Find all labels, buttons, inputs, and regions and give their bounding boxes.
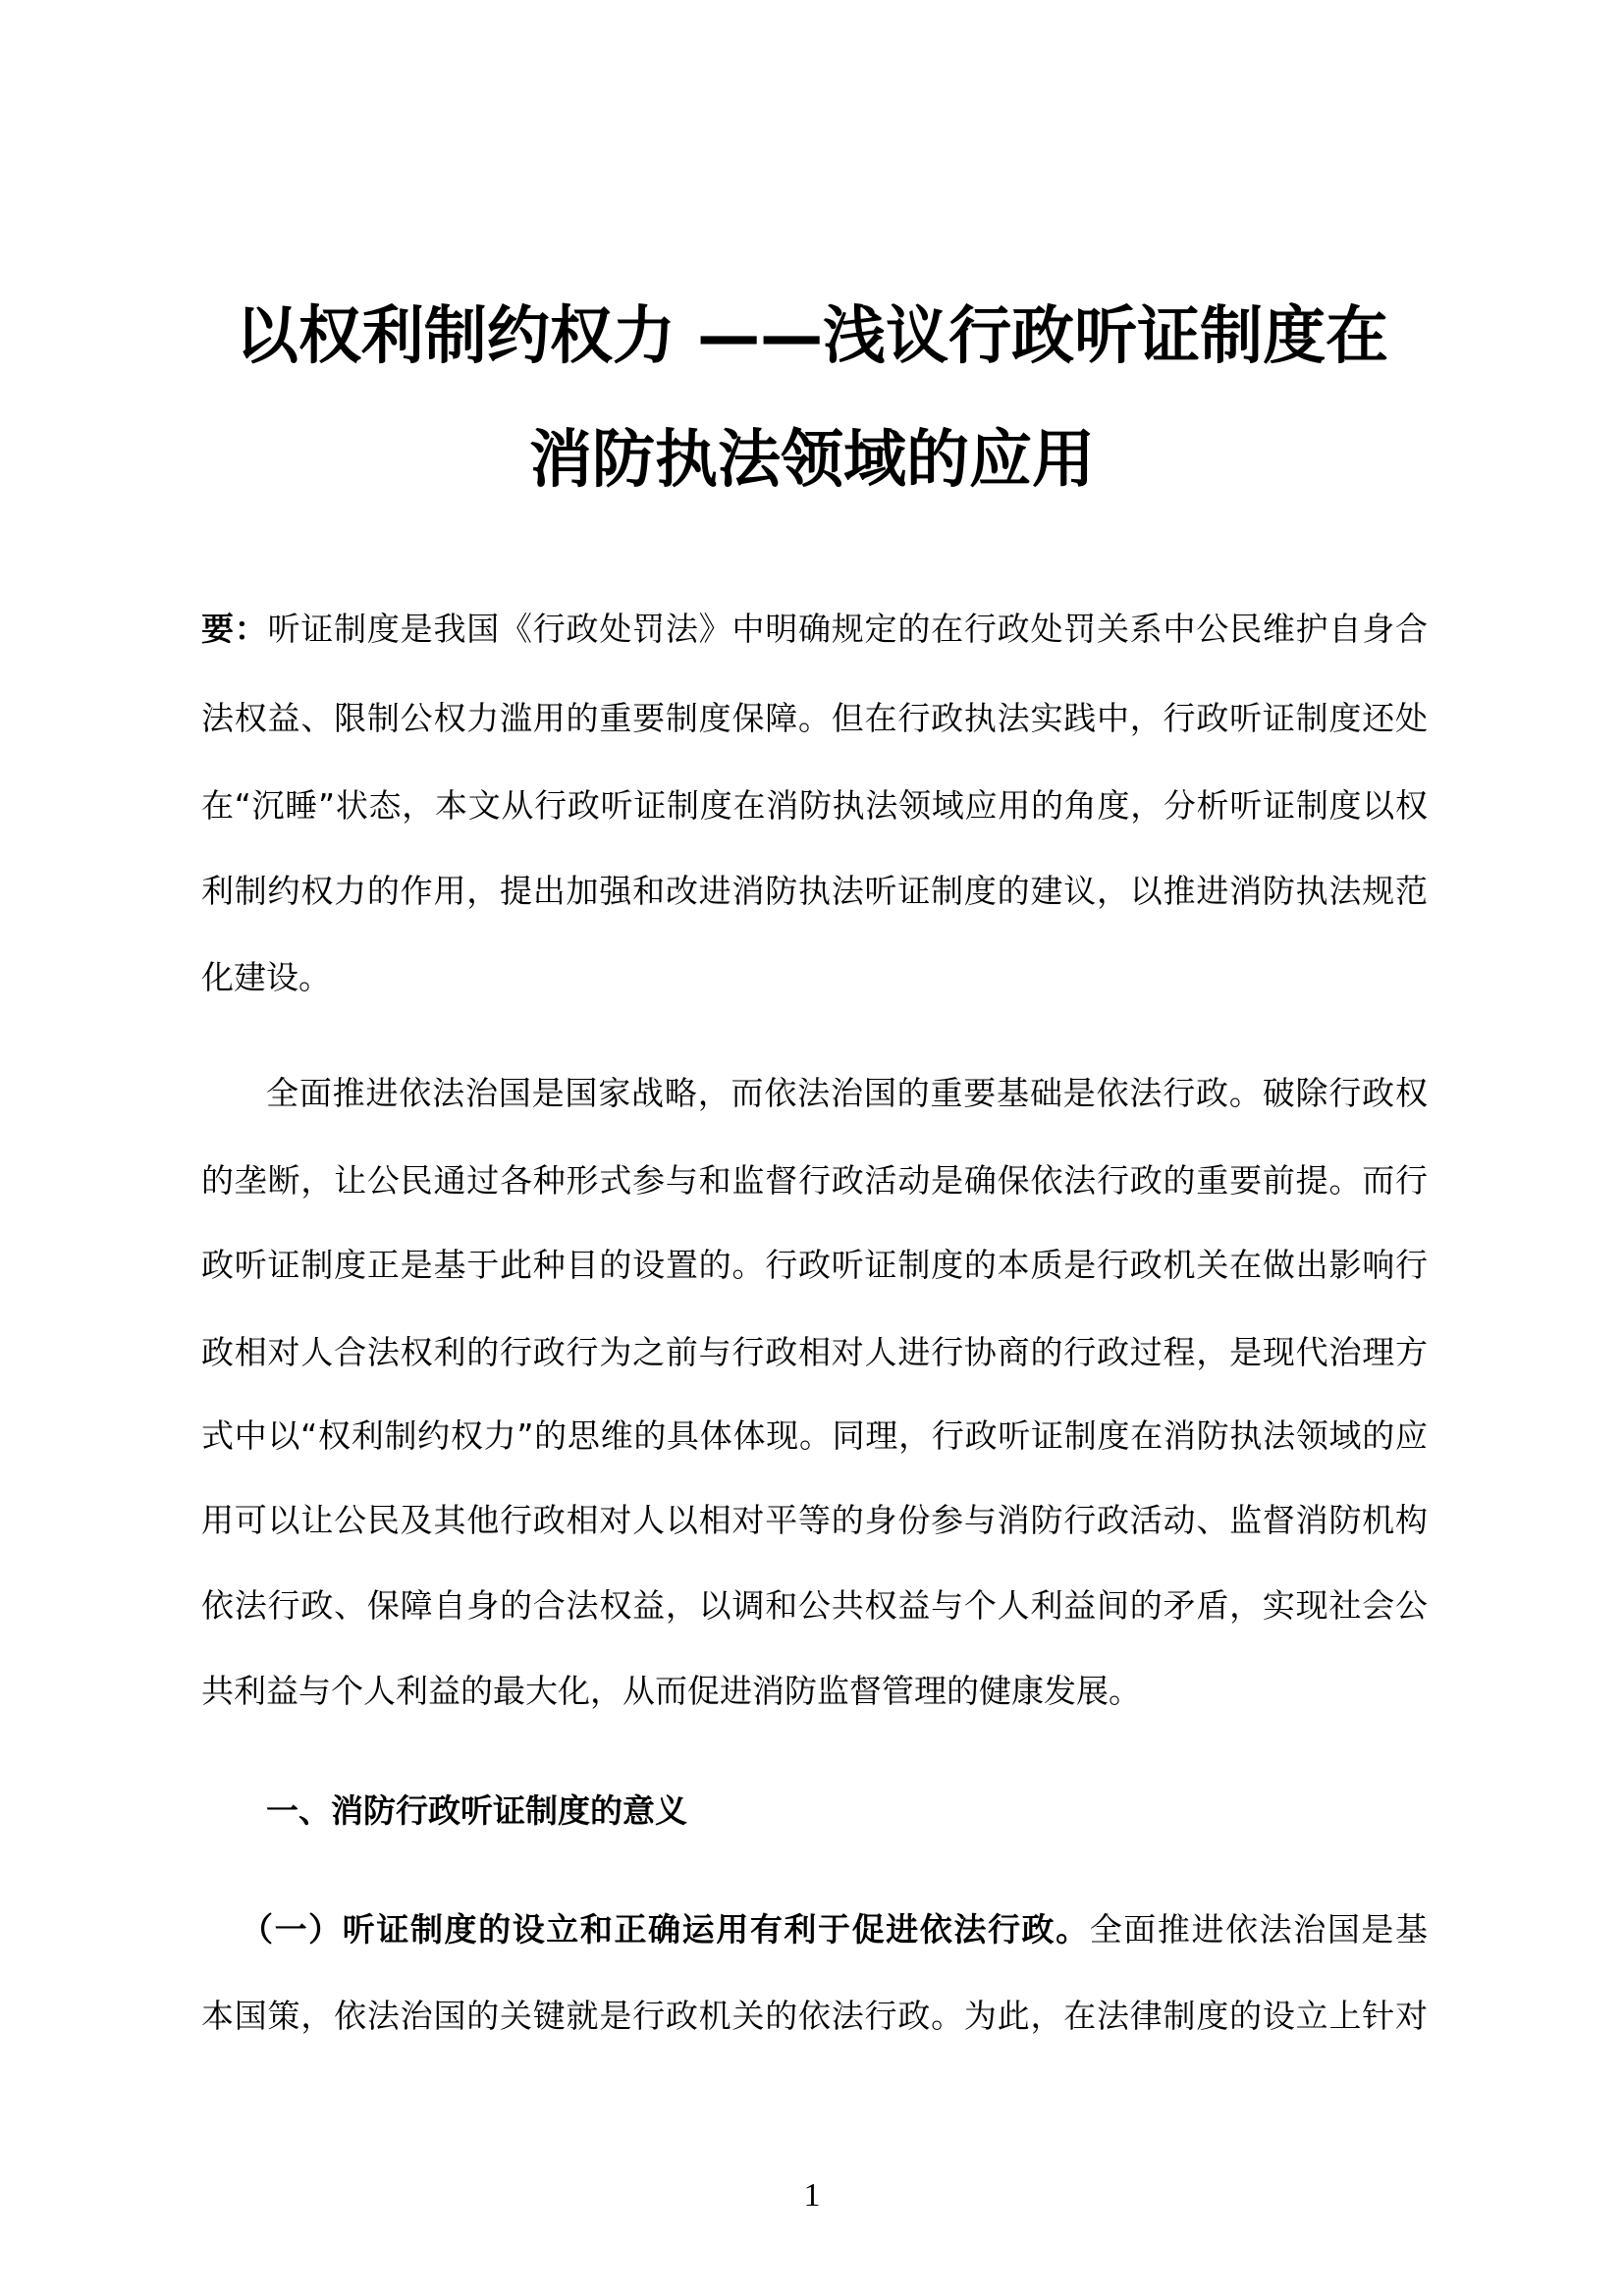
abstract-line: 在“沉睡”状态，本文从行政听证制度在消防执法领域应用的角度，分析听证制度以权 <box>201 786 1428 825</box>
intro-line: 式中以“权利制约权力”的思维的具体体现。同理，行政听证制度在消防执法领域的应 <box>201 1416 1428 1455</box>
section-heading: 一、消防行政听证制度的意义 <box>266 1791 687 1830</box>
page-number: 1 <box>803 2177 821 2214</box>
abstract-text: 听证制度是我国《行政处罚法》中明确规定的在行政处罚关系中公民维护自身合 <box>267 610 1429 648</box>
document-title-line-1: 以权利制约权力 ——浅议行政听证制度在 <box>235 300 1389 373</box>
body-line: 本国策，依法治国的关键就是行政机关的依法行政。为此，在法律制度的设立上针对 <box>201 1997 1428 2035</box>
intro-line: 全面推进依法治国是国家战略，而依法治国的重要基础是依法行政。破除行政权 <box>266 1074 1428 1112</box>
document-title-line-2: 消防执法领域的应用 <box>529 424 1095 497</box>
intro-line: 依法行政、保障自身的合法权益，以调和公共权益与个人利益间的矛盾，实现社会公 <box>201 1586 1428 1625</box>
intro-line: 政听证制度正是基于此种目的设置的。行政听证制度的本质是行政机关在做出影响行 <box>201 1246 1428 1284</box>
abstract-line: 化建设。 <box>201 958 331 996</box>
intro-line: 用可以让公民及其他行政相对人以相对平等的身份参与消防行政活动、监督消防机构 <box>201 1501 1428 1539</box>
intro-line: 共利益与个人利益的最大化，从而促进消防监督管理的健康发展。 <box>201 1672 1141 1710</box>
subsection-text: 全面推进依法治国是基 <box>1089 1910 1429 1949</box>
intro-line: 的垄断，让公民通过各种形式参与和监督行政活动是确保依法行政的重要前提。而行 <box>201 1161 1428 1200</box>
abstract-label: 要： <box>201 610 268 648</box>
subsection-line <box>241 1900 1428 1959</box>
abstract-line: 利制约权力的作用，提出加强和改进消防执法听证制度的建议，以推进消防执法规范 <box>201 872 1428 910</box>
abstract-line <box>201 600 1428 659</box>
abstract-line: 法权益、限制公权力滥用的重要制度保障。但在行政执法实践中，行政听证制度还处 <box>201 699 1428 737</box>
subsection-heading: （一）听证制度的设立和正确运用有利于促进依法行政。 <box>241 1910 1090 1949</box>
intro-line: 政相对人合法权利的行政行为之前与行政相对人进行协商的行政过程，是现代治理方 <box>201 1333 1428 1371</box>
